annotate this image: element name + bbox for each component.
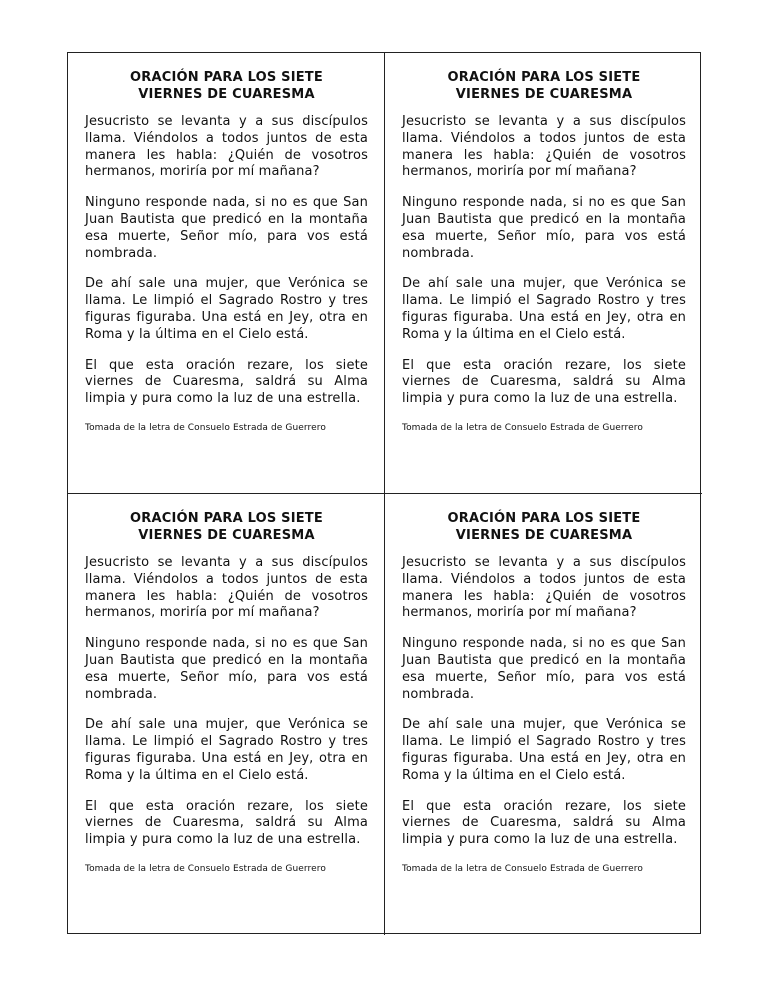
paragraph-4: El que esta oración rezare, los siete viernes de Cuaresma, saldrá su Alma limpia y pura como la luz de una estrella. bbox=[402, 798, 686, 848]
prayer-card-bottom-left bbox=[68, 494, 385, 935]
card-title-line2: VIERNES DE CUARESMA bbox=[138, 528, 315, 543]
card-title-line1: ORACIÓN PARA LOS SIETE bbox=[130, 70, 323, 85]
card-title-line2: VIERNES DE CUARESMA bbox=[138, 87, 315, 102]
paragraph-2: Ninguno responde nada, si no es que San Juan Bautista que predicó en la montaña esa muerte, Señor mío, para vos está nombrada. bbox=[402, 195, 686, 261]
paragraph-1: Jesucristo se levanta y a sus discípulos llama. Viéndolos a todos juntos de esta manera les habla: ¿Quién de vosotros hermanos, moriría por mí mañana? bbox=[402, 555, 686, 621]
card-title-line2: VIERNES DE CUARESMA bbox=[455, 528, 633, 543]
card-title-line1: ORACIÓN PARA LOS SIETE bbox=[447, 70, 641, 85]
source-note: Tomada de la letra de Consuelo Estrada de Guerrero bbox=[402, 863, 644, 874]
source-note: Tomada de la letra de Consuelo Estrada de Guerrero bbox=[85, 863, 327, 874]
source-note: Tomada de la letra de Consuelo Estrada de Guerrero bbox=[85, 422, 327, 433]
paragraph-2: Ninguno responde nada, si no es que San Juan Bautista que predicó en la montaña esa muerte, Señor mío, para vos está nombrada. bbox=[85, 195, 368, 261]
source-note: Tomada de la letra de Consuelo Estrada de Guerrero bbox=[402, 422, 644, 433]
card-title bbox=[85, 510, 368, 544]
paragraph-1: Jesucristo se levanta y a sus discípulos llama. Viéndolos a todos juntos de esta manera les habla: ¿Quién de vosotros hermanos, moriría por mí mañana? bbox=[402, 114, 686, 180]
paragraph-4: El que esta oración rezare, los siete viernes de Cuaresma, saldrá su Alma limpia y pura como la luz de una estrella. bbox=[85, 798, 368, 848]
paragraph-2: Ninguno responde nada, si no es que San Juan Bautista que predicó en la montaña esa muerte, Señor mío, para vos está nombrada. bbox=[85, 636, 368, 702]
paragraph-3: De ahí sale una mujer, que Verónica se llama. Le limpió el Sagrado Rostro y tres figuras figuraba. Una está en Jey, otra en Roma y la última en el Cielo está. bbox=[85, 717, 368, 783]
card-title-line1: ORACIÓN PARA LOS SIETE bbox=[130, 511, 323, 526]
paragraph-2: Ninguno responde nada, si no es que San Juan Bautista que predicó en la montaña esa muerte, Señor mío, para vos está nombrada. bbox=[402, 636, 686, 702]
paragraph-1: Jesucristo se levanta y a sus discípulos llama. Viéndolos a todos juntos de esta manera les habla: ¿Quién de vosotros hermanos, moriría por mí mañana? bbox=[85, 114, 368, 180]
paragraph-3: De ahí sale una mujer, que Verónica se llama. Le limpió el Sagrado Rostro y tres figuras figuraba. Una está en Jey, otra en Roma y la última en el Cielo está. bbox=[85, 276, 368, 342]
prayer-card-top-right bbox=[385, 53, 702, 494]
paragraph-4: El que esta oración rezare, los siete viernes de Cuaresma, saldrá su Alma limpia y pura como la luz de una estrella. bbox=[402, 357, 686, 407]
paragraph-4: El que esta oración rezare, los siete viernes de Cuaresma, saldrá su Alma limpia y pura como la luz de una estrella. bbox=[85, 357, 368, 407]
prayer-card-top-left bbox=[68, 53, 385, 494]
card-title bbox=[402, 510, 686, 544]
paragraph-1: Jesucristo se levanta y a sus discípulos llama. Viéndolos a todos juntos de esta manera les habla: ¿Quién de vosotros hermanos, moriría por mí mañana? bbox=[85, 555, 368, 621]
prayer-card-sheet bbox=[67, 52, 701, 934]
card-title-line1: ORACIÓN PARA LOS SIETE bbox=[447, 511, 641, 526]
paragraph-3: De ahí sale una mujer, que Verónica se llama. Le limpió el Sagrado Rostro y tres figuras figuraba. Una está en Jey, otra en Roma y la última en el Cielo está. bbox=[402, 717, 686, 783]
card-title-line2: VIERNES DE CUARESMA bbox=[455, 87, 633, 102]
card-title bbox=[85, 69, 368, 103]
card-title bbox=[402, 69, 686, 103]
prayer-card-bottom-right bbox=[385, 494, 702, 935]
paragraph-3: De ahí sale una mujer, que Verónica se llama. Le limpió el Sagrado Rostro y tres figuras figuraba. Una está en Jey, otra en Roma y la última en el Cielo está. bbox=[402, 276, 686, 342]
